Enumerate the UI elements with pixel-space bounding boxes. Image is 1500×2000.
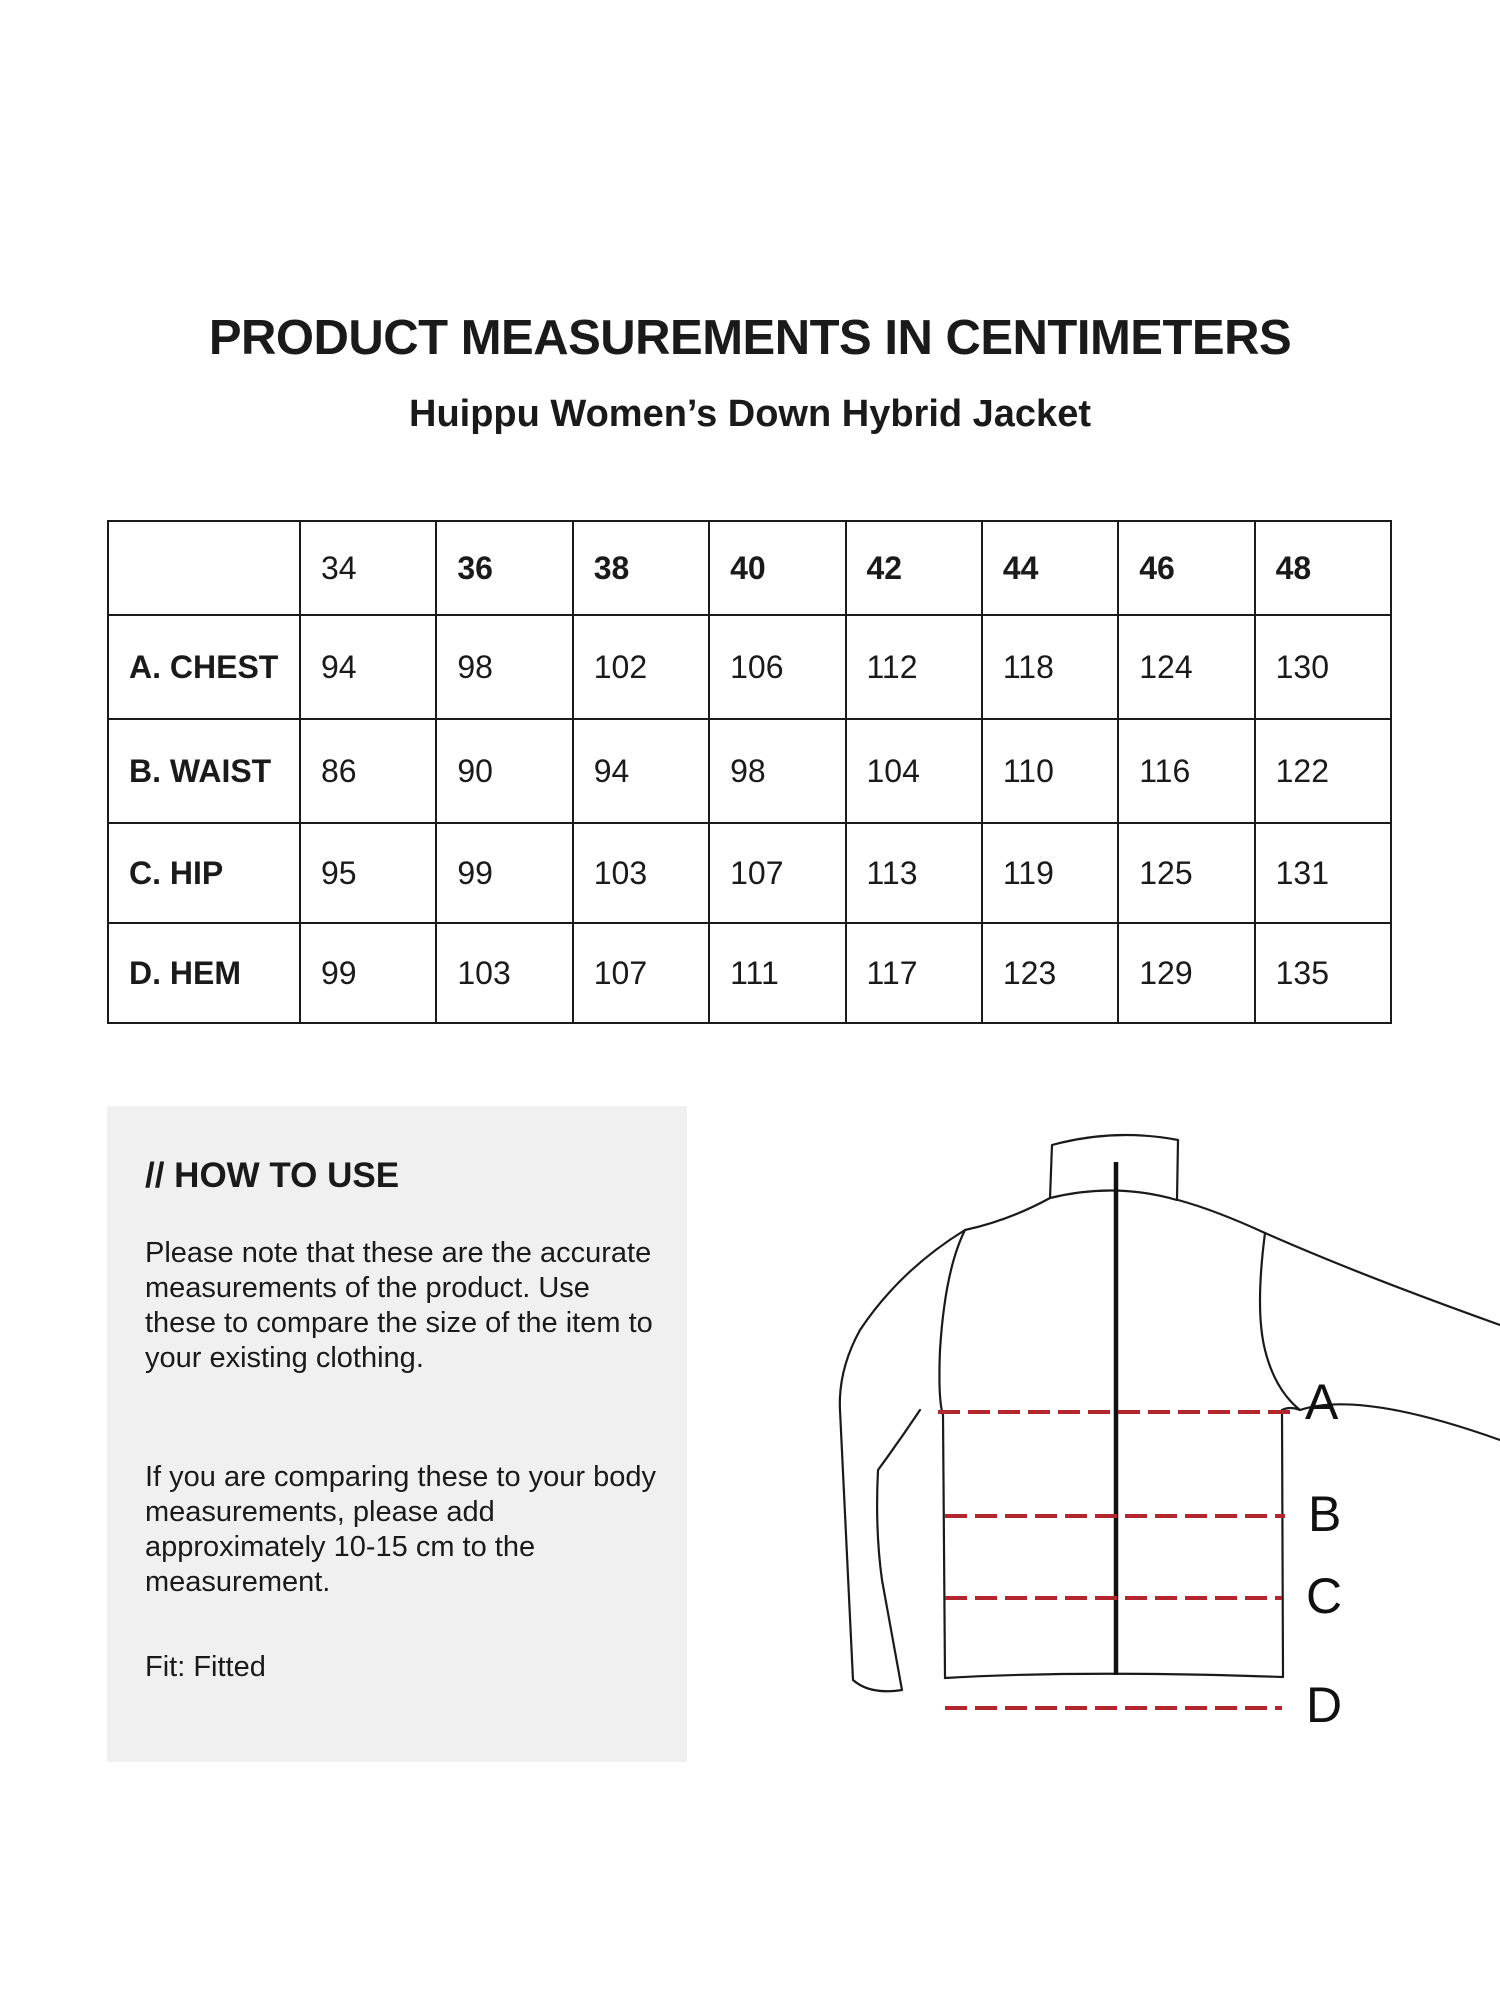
table-cell: 119 xyxy=(982,823,1118,923)
size-header: 40 xyxy=(709,521,845,615)
size-header: 42 xyxy=(846,521,982,615)
marker-label-a: A xyxy=(1305,1374,1339,1430)
table-row xyxy=(108,823,1391,923)
row-label: B. WAIST xyxy=(108,719,300,823)
row-label: D. HEM xyxy=(108,923,300,1023)
row-label: C. HIP xyxy=(108,823,300,923)
marker-label-c: C xyxy=(1306,1568,1343,1624)
size-table xyxy=(107,520,1392,1024)
table-row xyxy=(108,923,1391,1023)
how-to-use-paragraph: Please note that these are the accurate measurements of the product. Use these to compare the size of the item to your existing clothing. xyxy=(145,1237,653,1374)
fit-info: Fit: Fitted xyxy=(145,1651,266,1683)
table-cell: 116 xyxy=(1118,719,1254,823)
table-row xyxy=(108,615,1391,719)
table-cell: 90 xyxy=(436,719,572,823)
table-cell: 86 xyxy=(300,719,436,823)
table-cell: 99 xyxy=(300,923,436,1023)
table-corner-cell xyxy=(108,521,300,615)
how-to-use-paragraph: If you are comparing these to your body measurements, please add approximately 10-15 cm to the measurement. xyxy=(145,1461,657,1598)
table-cell: 103 xyxy=(436,923,572,1023)
table-cell: 98 xyxy=(709,719,845,823)
table-cell: 106 xyxy=(709,615,845,719)
table-cell: 125 xyxy=(1118,823,1254,923)
table-cell: 94 xyxy=(573,719,709,823)
table-cell: 130 xyxy=(1255,615,1391,719)
jacket-right-sleeve xyxy=(1178,1200,1500,1325)
table-cell: 117 xyxy=(846,923,982,1023)
size-header: 38 xyxy=(573,521,709,615)
table-cell: 94 xyxy=(300,615,436,719)
table-cell: 113 xyxy=(846,823,982,923)
size-header: 46 xyxy=(1118,521,1254,615)
product-name: Huippu Women’s Down Hybrid Jacket xyxy=(409,393,1091,435)
marker-label-b: B xyxy=(1308,1486,1342,1542)
table-cell: 118 xyxy=(982,615,1118,719)
table-cell: 104 xyxy=(846,719,982,823)
table-cell: 99 xyxy=(436,823,572,923)
table-cell: 112 xyxy=(846,615,982,719)
table-cell: 123 xyxy=(982,923,1118,1023)
table-cell: 135 xyxy=(1255,923,1391,1023)
size-header: 36 xyxy=(436,521,572,615)
size-header: 34 xyxy=(300,521,436,615)
table-row xyxy=(108,719,1391,823)
jacket-illustration xyxy=(760,1110,1500,1730)
page-title: PRODUCT MEASUREMENTS IN CENTIMETERS xyxy=(208,311,1292,365)
table-header-row xyxy=(108,521,1391,615)
table-cell: 111 xyxy=(709,923,845,1023)
table-cell: 129 xyxy=(1118,923,1254,1023)
table-cell: 98 xyxy=(436,615,572,719)
how-to-use-panel xyxy=(107,1106,687,1762)
table-cell: 95 xyxy=(300,823,436,923)
size-header: 48 xyxy=(1255,521,1391,615)
jacket-measurement-diagram xyxy=(760,1110,1500,1733)
table-cell: 102 xyxy=(573,615,709,719)
table-cell: 131 xyxy=(1255,823,1391,923)
table-cell: 107 xyxy=(709,823,845,923)
row-label: A. CHEST xyxy=(108,615,300,719)
how-to-use-heading: // HOW TO USE xyxy=(145,1156,400,1195)
table-cell: 122 xyxy=(1255,719,1391,823)
marker-label-d: D xyxy=(1306,1677,1343,1733)
table-cell: 103 xyxy=(573,823,709,923)
size-header: 44 xyxy=(982,521,1118,615)
table-cell: 124 xyxy=(1118,615,1254,719)
table-cell: 107 xyxy=(573,923,709,1023)
table-cell: 110 xyxy=(982,719,1118,823)
